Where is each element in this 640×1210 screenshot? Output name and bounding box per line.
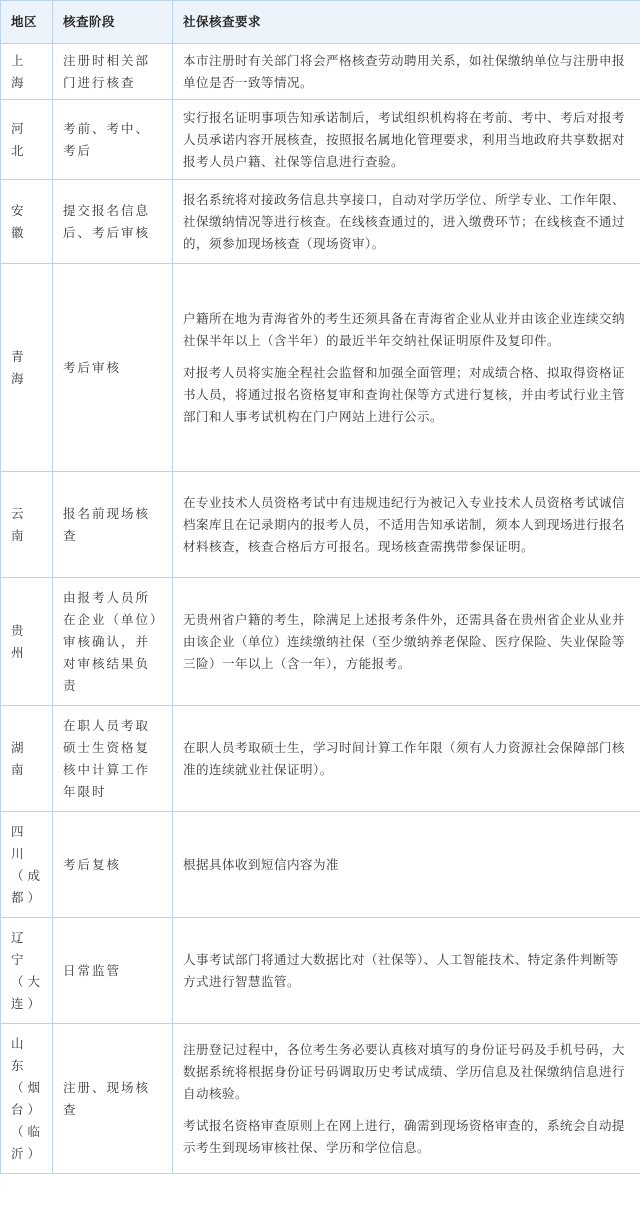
requirement-text: 无贵州省户籍的考生，除满足上述报考条件外，还需具备在贵州省企业从业并由该企业（单位）连续缴纳社保（至少缴纳养老保险、医疗保险、失业保险等三险）一年以上（含一年），方能报考。 — [183, 611, 626, 671]
table-header-row — [1, 1, 640, 44]
table-row — [1, 706, 640, 812]
table-row — [1, 1024, 640, 1174]
requirement-cell — [173, 812, 640, 918]
stage-cell: 提交报名信息后、考后审核 — [53, 180, 173, 264]
table-row — [1, 180, 640, 264]
stage-cell: 日常监管 — [53, 918, 173, 1024]
stage-cell: 由报考人员所在企业（单位）审核确认，并对审核结果负责 — [53, 578, 173, 706]
header-stage: 核查阶段 — [53, 1, 173, 44]
requirement-cell — [173, 264, 640, 472]
requirement-cell — [173, 706, 640, 812]
requirement-cell — [173, 44, 640, 100]
header-region: 地区 — [1, 1, 53, 44]
requirement-cell — [173, 472, 640, 578]
requirement-text: 注册登记过程中，各位考生务必要认真核对填写的身份证号码及手机号码，大数据系统将根据身份证号码调取历史考试成绩、学历信息及社保缴纳信息进行自动核验。 — [183, 1041, 626, 1101]
region-cell: 贵州 — [1, 578, 53, 706]
region-cell: 上海 — [1, 44, 53, 100]
region-cell: 云南 — [1, 472, 53, 578]
table-row — [1, 578, 640, 706]
requirement-text: 人事考试部门将通过大数据比对（社保等）、人工智能技术、特定条件判断等方式进行智慧监管。 — [183, 951, 619, 989]
stage-cell: 报名前现场核查 — [53, 472, 173, 578]
table-row — [1, 100, 640, 180]
header-requirements: 社保核查要求 — [173, 1, 640, 44]
requirement-text: 报名系统将对接政务信息共享接口，自动对学历学位、所学专业、工作年限、社保缴纳情况等进行核查。在线核查通过的，进入缴费环节；在线核查不通过的，须参加现场核查（现场资审）。 — [183, 191, 626, 251]
requirement-cell — [173, 180, 640, 264]
stage-cell: 注册时相关部门进行核查 — [53, 44, 173, 100]
requirement-cell — [173, 100, 640, 180]
requirement-text: 考试报名资格审查原则上在网上进行，确需到现场资格审查的，系统会自动提示考生到现场审核社保、学历和学位信息。 — [183, 1117, 626, 1155]
requirement-text: 根据具体收到短信内容为准 — [183, 856, 340, 872]
requirement-text: 实行报名证明事项告知承诺制后，考试组织机构将在考前、考中、考后对报考人员承诺内容开展核查，按照报名属地化管理要求，利用当地政府共享数据对报考人员户籍、社保等信息进行查验。 — [183, 109, 626, 169]
stage-cell: 考前、考中、考后 — [53, 100, 173, 180]
table-row — [1, 918, 640, 1024]
requirement-cell — [173, 578, 640, 706]
requirement-text: 对报考人员将实施全程社会监督和加强全面管理；对成绩合格、拟取得资格证书人员，将通过报名资格复审和查询社保等方式进行复核，并由考试行业主管部门和人事考试机构在门户网站上进行公示。 — [183, 364, 626, 424]
stage-cell: 注册、现场核查 — [53, 1024, 173, 1174]
table-row — [1, 472, 640, 578]
requirement-text: 在职人员考取硕士生，学习时间计算工作年限（须有人力资源社会保障部门核准的连续就业社保证明）。 — [183, 739, 626, 777]
region-cell: 山东（烟台）（临沂） — [1, 1024, 53, 1174]
region-cell: 四川（成都） — [1, 812, 53, 918]
requirement-text: 本市注册时有关部门将会严格核查劳动聘用关系，如社保缴纳单位与注册申报单位是否一致等情况。 — [183, 52, 626, 90]
table-row — [1, 812, 640, 918]
stage-cell: 考后复核 — [53, 812, 173, 918]
region-cell: 辽宁（大连） — [1, 918, 53, 1024]
stage-cell: 考后审核 — [53, 264, 173, 472]
region-cell: 安徽 — [1, 180, 53, 264]
region-cell: 青海 — [1, 264, 53, 472]
requirement-text: 户籍所在地为青海省外的考生还须具备在青海省企业从业并由该企业连续交纳社保半年以上（含半年）的最近半年交纳社保证明原件及复印件。 — [183, 310, 626, 348]
requirement-cell — [173, 1024, 640, 1174]
table-row — [1, 264, 640, 472]
requirement-text: 在专业技术人员资格考试中有违规违纪行为被记入专业技术人员资格考试诚信档案库且在记录期内的报考人员，不适用告知承诺制，须本人到现场进行报名材料核查，核查合格后方可报名。现场核查需携带参保证明。 — [183, 494, 626, 554]
region-cell: 河北 — [1, 100, 53, 180]
requirement-cell — [173, 918, 640, 1024]
region-cell: 湖南 — [1, 706, 53, 812]
table-row — [1, 44, 640, 100]
stage-cell: 在职人员考取硕士生资格复核中计算工作年限时 — [53, 706, 173, 812]
